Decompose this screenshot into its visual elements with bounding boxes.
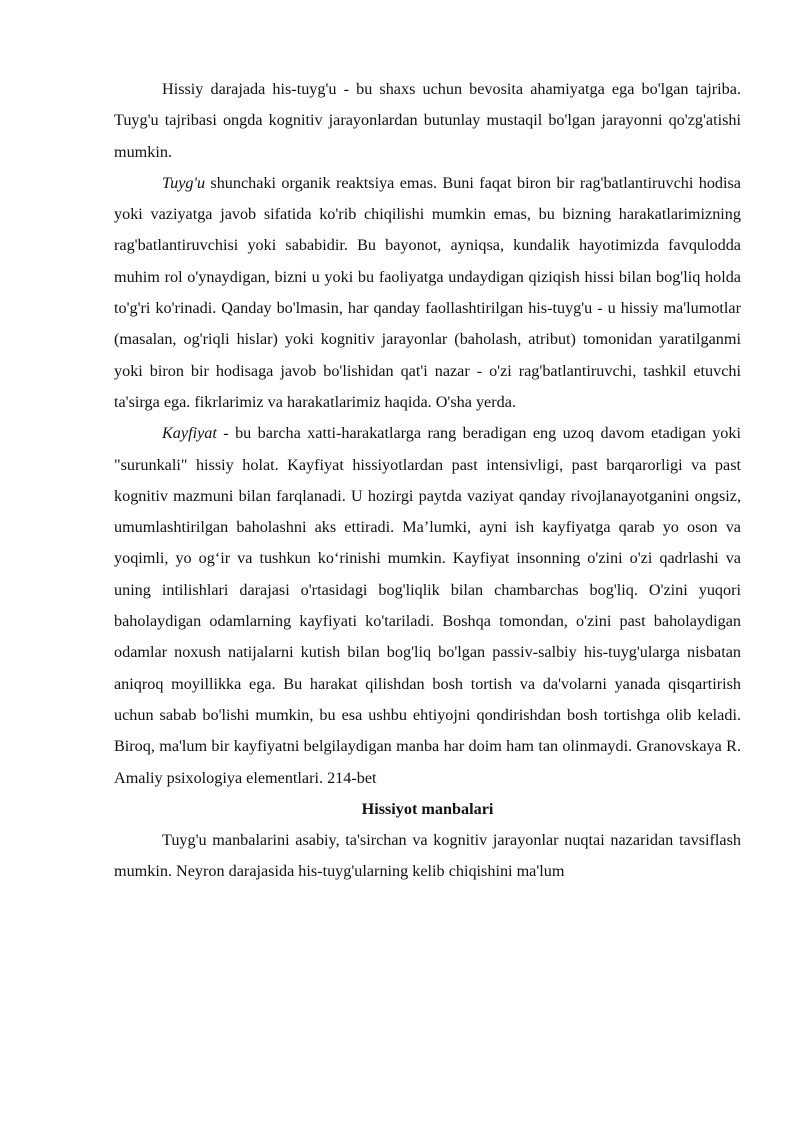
paragraph-mood-definition [114,418,741,794]
section-heading: Hissiyot manbalari [361,799,494,818]
paragraph-text: Hissiy darajada his-tuyg'u - bu shaxs uchun bevosita ahamiyatga ega bo'lgan tajriba. Tuyg'u tajribasi ongda kognitiv jarayonlardan butunlay mustaqil bo'lgan jarayonni qo'zg'atishi mumkin. [114,80,741,161]
term-mood: Kayfiyat [162,424,217,443]
paragraph-text: Tuyg'u manbalarini asabiy, ta'sirchan va kognitiv jarayonlar nuqtai nazaridan tavsiflash mumkin. Neyron darajasida his-tuyg'ularning kelib chiqishini ma'lum [114,831,741,881]
paragraph-text: - bu barcha xatti-harakatlarga rang beradigan eng uzoq davom etadigan yoki "surunkali" hissiy holat. Kayfiyat hissiyotlardan past intensivligi, past barqarorligi va past kognitiv mazmuni bilan farqlanadi. U hozirgi paytda vaziyat qanday rivojlanayotganini ongsiz, umumlashtirilgan baholashni aks ettiradi. Ma’lumki, ayni ish kayfiyatga qarab yo oson va yoqimli, yo og‘ir va tushkun ko‘rinishi mumkin. Kayfiyat insonning o'zini o'zi qadrlashi va uning intilishlari darajasi o'rtasidagi bog'liqlik bilan chambarchas bog'liq. O'zini yuqori baholaydigan odamlarning kayfiyati ko'tariladi. Boshqa tomondan, o'zini past baholaydigan odamlar noxush natijalarni kutish bilan bog'liq bo'lgan passiv-salbiy his-tuyg'ularga nisbatan aniqroq moyillikka ega. Bu harakat qilishdan bosh tortish va da'volarni yanada qisqartirish uchun sabab bo'lishi mumkin, bu esa ushbu ehtiyojni qondirishdan bosh tortishga olib keladi. Biroq, ma'lum bir kayfiyatni belgilaydigan manba har doim ham tan olinmaydi. Granovskaya R. Amaliy psixologiya elementlari. 214-bet [114,424,741,787]
term-feeling: Tuyg'u [162,173,206,192]
paragraph-text: shunchaki organik reaktsiya emas. Buni faqat biron bir rag'batlantiruvchi hodisa yoki vaziyatga javob sifatida ko'rib chiqilishi mumkin emas, bu bizning harakatlarimizning rag'batlantiruvchisi yoki sababidir. Bu bayonot, ayniqsa, kundalik hayotimizda favqulodda muhim rol o'ynaydigan, bizni u yoki bu faoliyatga undaydigan qiziqish hissi bilan bog'liq holda to'g'ri ko'rinadi. Qanday bo'lmasin, har qanday faollashtirilgan his-tuyg'u - u hissiy ma'lumotlar (masalan, og'riqli hislar) yoki kognitiv jarayonlar (baholash, atribut) tomonidan yaratilganmi yoki biron bir hodisaga javob bo'lishidan qat'i nazar - o'zi rag'batlantiruvchi, tashkil etuvchi ta'sirga ega. fikrlarimiz va harakatlarimiz haqida. O'sha yerda. [114,173,741,411]
paragraph-emotion-sources [114,825,741,888]
paragraph-emotional-level [114,74,741,168]
paragraph-feeling-definition [114,168,741,418]
document-page [114,74,741,888]
